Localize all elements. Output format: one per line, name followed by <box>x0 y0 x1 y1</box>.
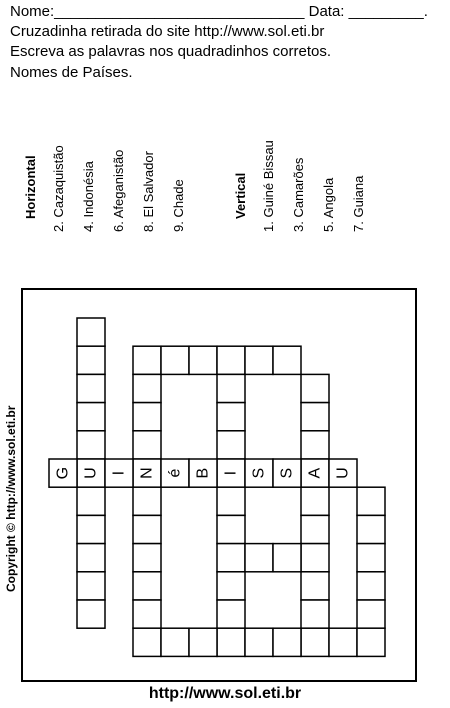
grid-letter: B <box>194 467 212 479</box>
vertical-clue: 1. Guiné Bissau <box>261 140 276 232</box>
vertical-clue: 5. Angola <box>321 177 336 232</box>
grid-cell[interactable] <box>77 487 105 515</box>
grid-cell[interactable] <box>133 572 161 600</box>
grid-letter: S <box>278 467 296 479</box>
name-date-line: Nome:______________________________ Data: _________. <box>10 3 428 20</box>
grid-cell[interactable] <box>77 403 105 431</box>
grid-letter: N <box>138 467 156 479</box>
grid-letter: U <box>334 467 352 479</box>
vertical-clue: 3. Camarões <box>291 157 306 232</box>
grid-cell[interactable] <box>133 600 161 628</box>
grid-cell[interactable] <box>217 346 245 374</box>
grid-cell[interactable] <box>77 572 105 600</box>
grid-cell[interactable] <box>161 628 189 656</box>
grid-cell[interactable] <box>77 515 105 543</box>
grid-cell[interactable] <box>217 431 245 459</box>
grid-letter: A <box>306 467 324 479</box>
source-line: Cruzadinha retirada do site http://www.sol.eti.br <box>10 23 325 40</box>
grid-letter: é <box>166 468 184 478</box>
grid-cell[interactable] <box>357 600 385 628</box>
grid-cell[interactable] <box>217 572 245 600</box>
grid-cell[interactable] <box>77 431 105 459</box>
grid-cell[interactable] <box>273 346 301 374</box>
grid-cell[interactable] <box>133 628 161 656</box>
vertical-clues-title: Vertical <box>233 172 248 219</box>
grid-cell[interactable] <box>133 374 161 402</box>
grid-cell[interactable] <box>133 515 161 543</box>
grid-cell[interactable] <box>217 515 245 543</box>
grid-cell[interactable] <box>77 374 105 402</box>
grid-letter: G <box>54 466 72 480</box>
grid-cell[interactable] <box>301 431 329 459</box>
grid-cell[interactable] <box>301 600 329 628</box>
grid-cell[interactable] <box>217 487 245 515</box>
grid-cell[interactable] <box>301 374 329 402</box>
horizontal-clue: 8. El Salvador <box>141 151 156 232</box>
grid-cell[interactable] <box>301 515 329 543</box>
grid-cell[interactable] <box>357 487 385 515</box>
footer-url: http://www.sol.eti.br <box>148 685 302 702</box>
grid-cell[interactable] <box>77 318 105 346</box>
grid-cell[interactable] <box>357 628 385 656</box>
grid-cell[interactable] <box>301 403 329 431</box>
grid-cell[interactable] <box>189 628 217 656</box>
grid-cell[interactable] <box>357 515 385 543</box>
grid-cell[interactable] <box>189 346 217 374</box>
grid-cell[interactable] <box>357 544 385 572</box>
grid-cell[interactable] <box>217 403 245 431</box>
grid-cell[interactable] <box>77 544 105 572</box>
theme-line: Nomes de Países. <box>10 64 133 81</box>
grid-cell[interactable] <box>329 628 357 656</box>
copyright-side-text: Copyright © http://www.sol.eti.br <box>4 405 18 592</box>
grid-cell[interactable] <box>161 346 189 374</box>
grid-cell[interactable] <box>133 403 161 431</box>
grid-cell[interactable] <box>245 346 273 374</box>
instruction-line: Escreva as palavras nos quadradinhos corretos. <box>10 43 332 60</box>
grid-letter: U <box>82 467 100 479</box>
grid-cell[interactable] <box>301 572 329 600</box>
vertical-clue: 7. Guiana <box>351 175 366 232</box>
horizontal-clue: 9. Chade <box>171 179 186 232</box>
grid-cell[interactable] <box>133 431 161 459</box>
grid-cell[interactable] <box>217 628 245 656</box>
grid-cell[interactable] <box>133 346 161 374</box>
grid-cell[interactable] <box>301 487 329 515</box>
grid-cell[interactable] <box>301 628 329 656</box>
grid-letter: I <box>110 470 128 476</box>
grid-cell[interactable] <box>133 487 161 515</box>
grid-cell[interactable] <box>217 544 245 572</box>
grid-cell[interactable] <box>77 600 105 628</box>
horizontal-clues-title: Horizontal <box>23 155 38 219</box>
horizontal-clue: 6. Afeganistão <box>111 149 126 232</box>
grid-cell[interactable] <box>301 544 329 572</box>
grid-cell[interactable] <box>245 544 273 572</box>
grid-letter: S <box>250 467 268 479</box>
horizontal-clue: 4. Indonésia <box>81 161 96 232</box>
grid-cell[interactable] <box>245 628 273 656</box>
grid-cell[interactable] <box>217 374 245 402</box>
grid-cell[interactable] <box>273 544 301 572</box>
grid-cell[interactable] <box>273 628 301 656</box>
grid-cell[interactable] <box>217 600 245 628</box>
grid-cell[interactable] <box>357 572 385 600</box>
horizontal-clue: 2. Cazaquistão <box>51 145 66 232</box>
grid-cell[interactable] <box>133 544 161 572</box>
grid-cell[interactable] <box>77 346 105 374</box>
grid-letter: I <box>222 470 240 476</box>
